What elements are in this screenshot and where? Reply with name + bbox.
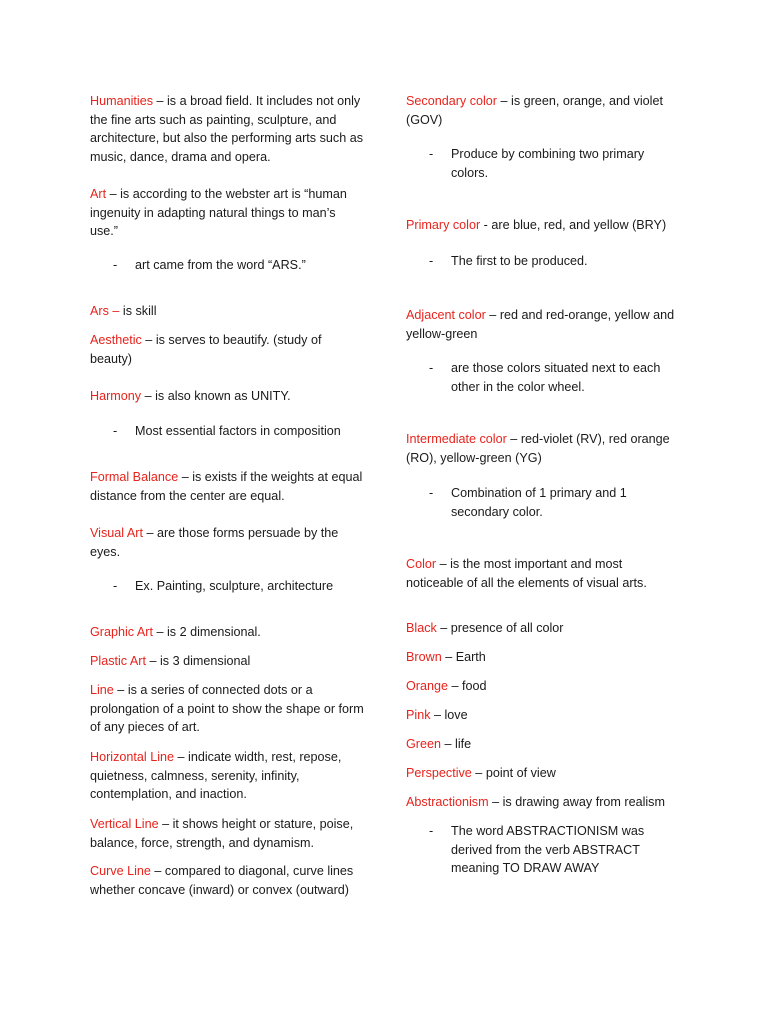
term-vertical-line: Vertical Line <box>90 817 159 831</box>
entry-brown <box>406 648 678 667</box>
bullet-text: Combination of 1 primary and 1 secondary color. <box>451 486 627 519</box>
definition-horizontal-line: – indicate width, rest, repose, quietness, calmness, serenity, infinity, contemplation, and inaction. <box>90 750 342 802</box>
term-harmony: Harmony <box>90 389 142 403</box>
term-aesthetic: Aesthetic <box>90 333 142 347</box>
definition-brown: – Earth <box>441 650 486 664</box>
entry-horizontal-line <box>90 748 365 804</box>
bullet-art-note <box>90 256 365 275</box>
definition-primary-color: - are blue, red, and yellow (BRY) <box>480 218 667 232</box>
term-abstractionism: Abstractionism <box>406 795 489 809</box>
bullet-text: are those colors situated next to each other in the color wheel. <box>451 361 661 394</box>
bullet-text: The first to be produced. <box>451 254 588 268</box>
entry-vertical-line <box>90 815 365 852</box>
entry-perspective <box>406 764 678 783</box>
definition-humanities: – is a broad field. It includes not only the fine arts such as painting, sculpture, and architecture, but also the performing arts such as music, dance, drama and opera. <box>90 94 363 164</box>
term-graphic-art: Graphic Art <box>90 625 153 639</box>
definition-harmony: – is also known as UNITY. <box>141 389 291 403</box>
bullet-dash: - <box>429 824 434 838</box>
entry-formal-balance <box>90 468 365 505</box>
term-visual-art: Visual Art <box>90 526 143 540</box>
bullet-intermediate-note <box>406 484 678 521</box>
definition-intermediate-color: – red-violet (RV), red orange (RO), yellow-green (YG) <box>406 432 670 465</box>
entry-intermediate-color <box>406 430 678 467</box>
term-adjacent-color: Adjacent color <box>406 308 486 322</box>
entry-aesthetic <box>90 331 365 368</box>
bullet-abstractionism-note <box>406 822 678 878</box>
term-pink: Pink <box>406 708 431 722</box>
entry-graphic-art <box>90 623 365 642</box>
definition-plastic-art: – is 3 dimensional <box>146 654 251 668</box>
definition-graphic-art: – is 2 dimensional. <box>153 625 261 639</box>
entry-black <box>406 619 678 638</box>
definition-secondary-color: – is green, orange, and violet (GOV) <box>406 94 663 127</box>
bullet-dash: - <box>113 424 118 438</box>
bullet-dash: - <box>429 254 434 268</box>
term-intermediate-color: Intermediate color <box>406 432 507 446</box>
entry-ars <box>90 302 365 321</box>
entry-curve-line <box>90 862 365 899</box>
term-primary-color: Primary color <box>406 218 481 232</box>
term-line: Line <box>90 683 114 697</box>
term-plastic-art: Plastic Art <box>90 654 146 668</box>
bullet-dash: - <box>113 579 118 593</box>
bullet-secondary-note <box>406 145 678 182</box>
entry-humanities <box>90 92 365 166</box>
bullet-text: The word ABSTRACTIONISM was derived from the verb ABSTRACT meaning TO DRAW AWAY <box>451 824 645 876</box>
bullet-text: Produce by combining two primary colors. <box>451 147 645 180</box>
term-ars: Ars – <box>90 304 120 318</box>
entry-plastic-art <box>90 652 365 671</box>
entry-line <box>90 681 365 737</box>
definition-black: – presence of all color <box>436 621 564 635</box>
definition-green: – life <box>441 737 472 751</box>
entry-abstractionism <box>406 793 678 812</box>
definition-perspective: – point of view <box>471 766 556 780</box>
definition-formal-balance: – is exists if the weights at equal distance from the center are equal. <box>90 470 363 503</box>
bullet-dash: - <box>429 147 434 161</box>
definition-ars: is skill <box>119 304 157 318</box>
definition-abstractionism: – is drawing away from realism <box>488 795 665 809</box>
entry-visual-art <box>90 524 365 561</box>
term-horizontal-line: Horizontal Line <box>90 750 175 764</box>
definition-line: – is a series of connected dots or a prolongation of a point to show the shape or form of any pieces of art. <box>90 683 364 735</box>
bullet-dash: - <box>429 361 434 375</box>
entry-adjacent-color <box>406 306 678 343</box>
term-art: Art <box>90 187 107 201</box>
bullet-dash: - <box>113 258 118 272</box>
term-color: Color <box>406 557 437 571</box>
bullet-dash: - <box>429 486 434 500</box>
entry-orange <box>406 677 678 696</box>
definition-aesthetic: – is serves to beautify. (study of beauty) <box>90 333 322 366</box>
definition-visual-art: – are those forms persuade by the eyes. <box>90 526 339 559</box>
entry-art <box>90 185 365 241</box>
bullet-visual-art-note <box>90 577 365 596</box>
term-secondary-color: Secondary color <box>406 94 498 108</box>
entry-secondary-color <box>406 92 678 129</box>
definition-vertical-line: – it shows height or stature, poise, balance, force, strength, and dynamism. <box>90 817 354 850</box>
term-humanities: Humanities <box>90 94 153 108</box>
term-orange: Orange <box>406 679 449 693</box>
definition-adjacent-color: – red and red-orange, yellow and yellow-green <box>406 308 675 341</box>
bullet-primary-note <box>406 252 678 271</box>
term-brown: Brown <box>406 650 442 664</box>
term-green: Green <box>406 737 442 751</box>
definition-art: – is according to the webster art is “human ingenuity in adapting natural things to man’s use.” <box>90 187 347 239</box>
bullet-harmony-note <box>90 422 365 441</box>
term-curve-line: Curve Line <box>90 864 151 878</box>
term-black: Black <box>406 621 437 635</box>
entry-color <box>406 555 678 592</box>
definition-curve-line: – compared to diagonal, curve lines whether concave (inward) or convex (outward) <box>90 864 354 897</box>
entry-green <box>406 735 678 754</box>
bullet-text: art came from the word “ARS.” <box>135 258 306 272</box>
definition-orange: – food <box>448 679 487 693</box>
definition-color: – is the most important and most noticeable of all the elements of visual arts. <box>406 557 647 590</box>
term-formal-balance: Formal Balance <box>90 470 179 484</box>
term-perspective: Perspective <box>406 766 472 780</box>
bullet-text: Ex. Painting, sculpture, architecture <box>135 579 334 593</box>
entry-pink <box>406 706 678 725</box>
entry-primary-color <box>406 216 678 235</box>
definition-pink: – love <box>430 708 468 722</box>
entry-harmony <box>90 387 365 406</box>
bullet-adjacent-note <box>406 359 678 396</box>
bullet-text: Most essential factors in composition <box>135 424 341 438</box>
